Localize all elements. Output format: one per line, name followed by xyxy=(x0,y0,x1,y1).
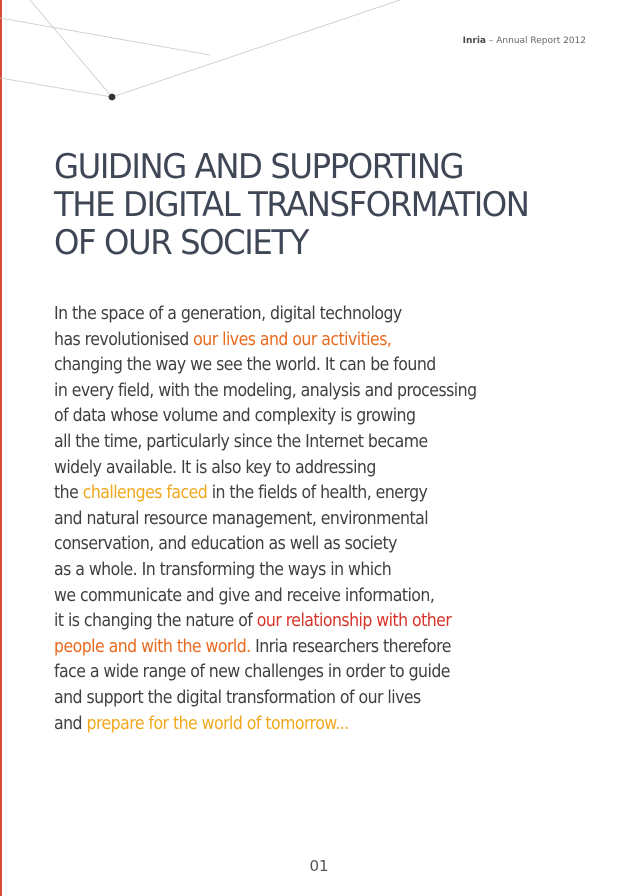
body-line xyxy=(54,328,558,354)
decorative-dot xyxy=(109,94,116,101)
body-line xyxy=(54,481,558,507)
body-text-span: in the fields of health, energy xyxy=(207,483,428,504)
running-header xyxy=(463,36,586,46)
body-line: changing the way we see the world. It can be found xyxy=(54,355,436,376)
body-line xyxy=(54,609,558,635)
body-line: we communicate and give and receive information, xyxy=(54,585,435,606)
highlight-relationship: our relationship with other xyxy=(256,611,452,632)
body-text-span: and xyxy=(54,713,87,734)
title-line: OF OUR SOCIETY xyxy=(54,223,308,263)
header-subtitle: – Annual Report 2012 xyxy=(488,36,586,46)
body-line: face a wide range of new challenges in order to guide xyxy=(54,662,450,683)
body-line: widely available. It is also key to addressing xyxy=(54,457,376,478)
body-line: and natural resource management, environmental xyxy=(54,508,429,529)
body-line: and support the digital transformation of our lives xyxy=(54,687,421,708)
body-line xyxy=(54,635,558,661)
body-line: in every field, with the modeling, analysis and processing xyxy=(54,380,477,401)
body-line: all the time, particularly since the Internet became xyxy=(54,431,428,452)
body-line: In the space of a generation, digital technology xyxy=(54,304,402,324)
body-line xyxy=(54,712,558,738)
page-title xyxy=(54,148,567,262)
page-number: 01 xyxy=(309,857,329,875)
title-line: THE DIGITAL TRANSFORMATION xyxy=(54,185,529,225)
body-text-span: the xyxy=(54,483,83,504)
body-text-span: it is changing the nature of xyxy=(54,611,257,632)
body-paragraph xyxy=(54,302,558,737)
body-text-span: has revolutionised xyxy=(54,329,194,350)
highlight-prepare-tomorrow: prepare for the world of tomorrow... xyxy=(86,713,349,734)
body-line: as a whole. In transforming the ways in which xyxy=(54,559,392,580)
body-line: of data whose volume and complexity is growing xyxy=(54,406,416,427)
body-text-span: Inria researchers therefore xyxy=(250,636,451,657)
title-line: GUIDING AND SUPPORTING xyxy=(54,147,464,187)
page-edge-rule xyxy=(0,0,2,896)
body-line: conservation, and education as well as society xyxy=(54,534,397,555)
highlight-challenges-faced: challenges faced xyxy=(82,483,208,504)
highlight-people-world: people and with the world. xyxy=(54,636,251,657)
decorative-network-lines xyxy=(0,0,638,110)
header-brand: Inria xyxy=(462,36,487,46)
highlight-lives-activities: our lives and our activities, xyxy=(193,329,392,350)
